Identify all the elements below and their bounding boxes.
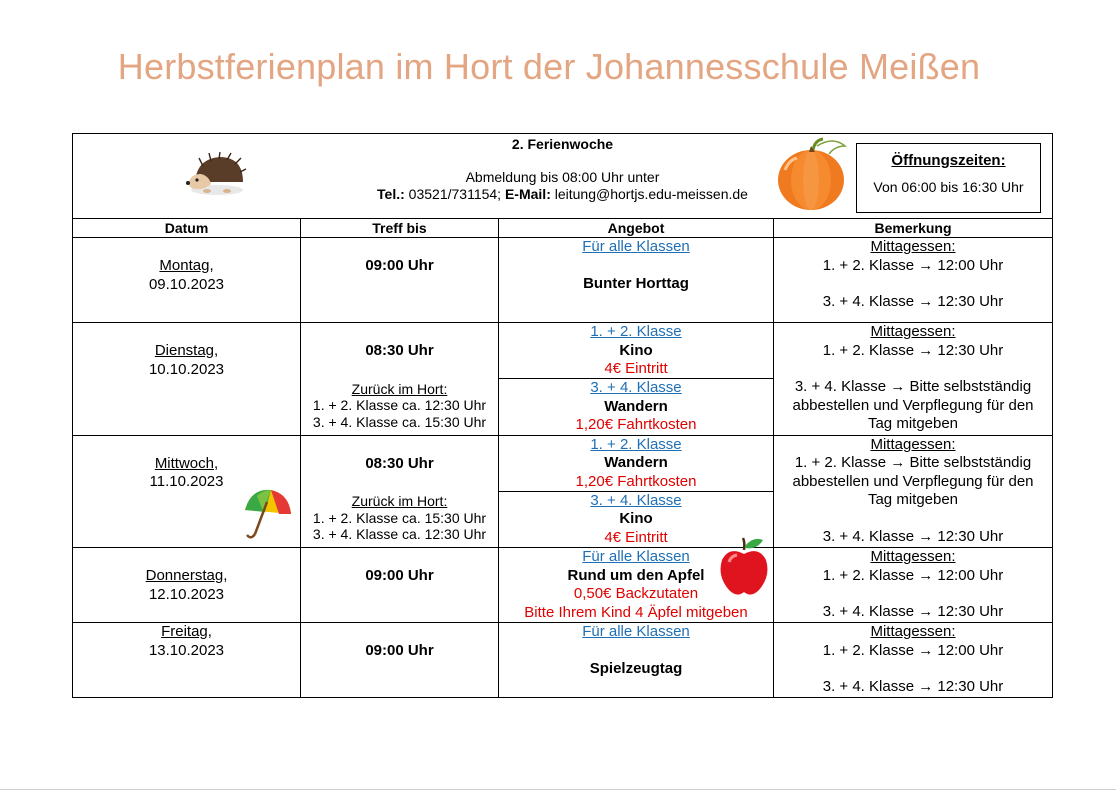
page-title: Herbstferienplan im Hort der Johannesschule Meißen (117, 46, 981, 87)
angebot-group: 3. + 4. Klasse (590, 491, 682, 509)
date-cell: Donnerstag, 12.10.2023 (73, 548, 301, 623)
treff-time: 09:00 Uhr (365, 642, 434, 659)
day-date: 11.10.2023 (149, 473, 224, 490)
back-line: 1. + 2. Klasse ca. 12:30 Uhr (312, 397, 487, 413)
angebot-title: Wandern (604, 397, 668, 415)
day-date: 12.10.2023 (148, 585, 225, 603)
week-label: 2. Ferienwoche (511, 136, 614, 152)
angebot-group: Für alle Klassen (582, 548, 690, 565)
table-row (73, 323, 1053, 436)
bemerkung-line: 1. + 2. Klasse → Bitte selbstständig (794, 454, 1032, 471)
pumpkin-icon (773, 136, 851, 214)
bemerkung-cell (774, 323, 1053, 436)
bemerkung-title: Mittagessen: (870, 435, 956, 453)
email-value: leitung@hortjs.edu-meissen.de (550, 186, 748, 202)
angebot-title: Kino (619, 510, 653, 527)
bemerkung-title: Mittagessen: (870, 323, 956, 340)
bemerkung-line: 1. + 2. Klasse → 12:00 Uhr (822, 641, 1004, 659)
day-date: 10.10.2023 (148, 360, 225, 378)
bemerkung-line: abbestellen und Verpflegung für den (792, 472, 1034, 490)
angebot-note: Bitte Ihrem Kind 4 Äpfel mitgeben (524, 603, 748, 621)
treff-time: 09:00 Uhr (365, 567, 434, 584)
bemerkung-line: Tag mitgeben (867, 415, 959, 432)
back-line: 3. + 4. Klasse ca. 12:30 Uhr (312, 526, 487, 542)
back-title: Zurück im Hort: (351, 380, 448, 397)
bemerkung-title: Mittagessen: (870, 238, 956, 255)
treff-cell (301, 323, 499, 436)
bemerkung-cell (774, 623, 1053, 698)
angebot-cost: 4€ Eintritt (604, 360, 668, 377)
bemerkung-line: 3. + 4. Klasse → 12:30 Uhr (822, 678, 1004, 695)
angebot-cell (499, 623, 774, 698)
day-date: 13.10.2023 (148, 641, 225, 659)
bemerkung-line: 3. + 4. Klasse → 12:30 Uhr (822, 603, 1004, 620)
angebot-cell (499, 548, 774, 623)
opening-hours-box (856, 143, 1041, 213)
bemerkung-cell (774, 238, 1053, 323)
angebot-group: 1. + 2. Klasse (590, 435, 682, 453)
bemerkung-line: 3. + 4. Klasse → 12:30 Uhr (822, 293, 1004, 310)
date-cell: Montag, 09.10.2023 (73, 238, 301, 323)
holiday-plan-table (72, 133, 1053, 698)
table-row (73, 623, 1053, 698)
treff-cell (301, 548, 499, 623)
treff-time: 08:30 Uhr (365, 454, 434, 472)
table-row (73, 435, 1053, 548)
table-row (73, 238, 1053, 323)
day-name: Montag (159, 257, 210, 274)
date-cell: Freitag, 13.10.2023 (73, 623, 301, 698)
bemerkung-line: Tag mitgeben (867, 491, 959, 508)
angebot-cell (499, 435, 774, 548)
back-title: Zurück im Hort: (351, 493, 448, 509)
angebot-cost: 1,20€ Fahrtkosten (575, 416, 697, 433)
column-header-row (73, 219, 1053, 238)
date-cell: Dienstag, 10.10.2023 (73, 323, 301, 436)
plan-header-row (73, 134, 1053, 219)
bemerkung-line: abbestellen und Verpflegung für den (792, 396, 1034, 414)
umbrella-icon (241, 486, 293, 540)
date-cell: Mittwoch, 11.10.2023 (73, 435, 301, 548)
day-name: Dienstag (154, 342, 215, 359)
bemerkung-line: 3. + 4. Klasse → Bitte selbstständig (794, 378, 1032, 395)
bemerkung-line: 1. + 2. Klasse → 12:00 Uhr (822, 256, 1004, 274)
day-name: Mittwoch (154, 454, 214, 472)
angebot-group: 3. + 4. Klasse (590, 379, 682, 396)
back-line: 1. + 2. Klasse ca. 15:30 Uhr (312, 509, 487, 526)
back-line: 3. + 4. Klasse ca. 15:30 Uhr (312, 413, 487, 430)
opening-title: Öffnungszeiten: (891, 152, 1006, 169)
angebot-group: 1. + 2. Klasse (590, 323, 682, 340)
angebot-title: Kino (619, 341, 653, 359)
bemerkung-line: 1. + 2. Klasse → 12:30 Uhr (822, 341, 1004, 359)
angebot-cost: 4€ Eintritt (604, 528, 668, 546)
angebot-group: Für alle Klassen (582, 623, 690, 640)
plan-header (73, 134, 1053, 219)
opening-value: Von 06:00 bis 16:30 Uhr (873, 179, 1024, 195)
apple-icon (717, 536, 771, 598)
table-row (73, 548, 1053, 623)
bemerkung-cell (774, 435, 1053, 548)
angebot-title: Spielzeugtag (589, 659, 683, 677)
angebot-cell (499, 238, 774, 323)
day-name: Donnerstag (145, 567, 224, 584)
day-name: Freitag (161, 623, 208, 640)
day-date: 09.10.2023 (148, 275, 225, 293)
tel-value: 03521/731154; (404, 186, 505, 202)
angebot-group: Für alle Klassen (582, 238, 690, 255)
abmeldung-text: Abmeldung bis 08:00 Uhr unter (465, 169, 660, 185)
angebot-cost: 1,20€ Fahrtkosten (575, 472, 697, 490)
angebot-cost: 0,50€ Backzutaten (573, 585, 699, 602)
page-bottom-divider (0, 789, 1116, 790)
treff-cell (301, 435, 499, 548)
bemerkung-line: 3. + 4. Klasse → 12:30 Uhr (822, 527, 1004, 545)
column-header-bemerkung: Bemerkung (774, 219, 1053, 238)
treff-time: 09:00 Uhr (365, 257, 434, 274)
column-header-datum: Datum (73, 219, 301, 238)
treff-cell (301, 238, 499, 323)
treff-cell (301, 623, 499, 698)
angebot-title: Rund um den Apfel (567, 566, 705, 584)
bemerkung-title: Mittagessen: (870, 548, 956, 565)
angebot-title: Wandern (604, 454, 668, 471)
bemerkung-title: Mittagessen: (870, 623, 956, 640)
column-header-angebot: Angebot (499, 219, 774, 238)
treff-time: 08:30 Uhr (365, 342, 434, 359)
angebot-cell (499, 323, 774, 436)
tel-label: Tel.: (377, 186, 405, 202)
column-header-treff: Treff bis (301, 219, 499, 238)
email-label: E-Mail: (504, 186, 551, 202)
bemerkung-cell (774, 548, 1053, 623)
angebot-title: Bunter Horttag (583, 274, 689, 292)
bemerkung-line: 1. + 2. Klasse → 12:00 Uhr (822, 566, 1004, 584)
